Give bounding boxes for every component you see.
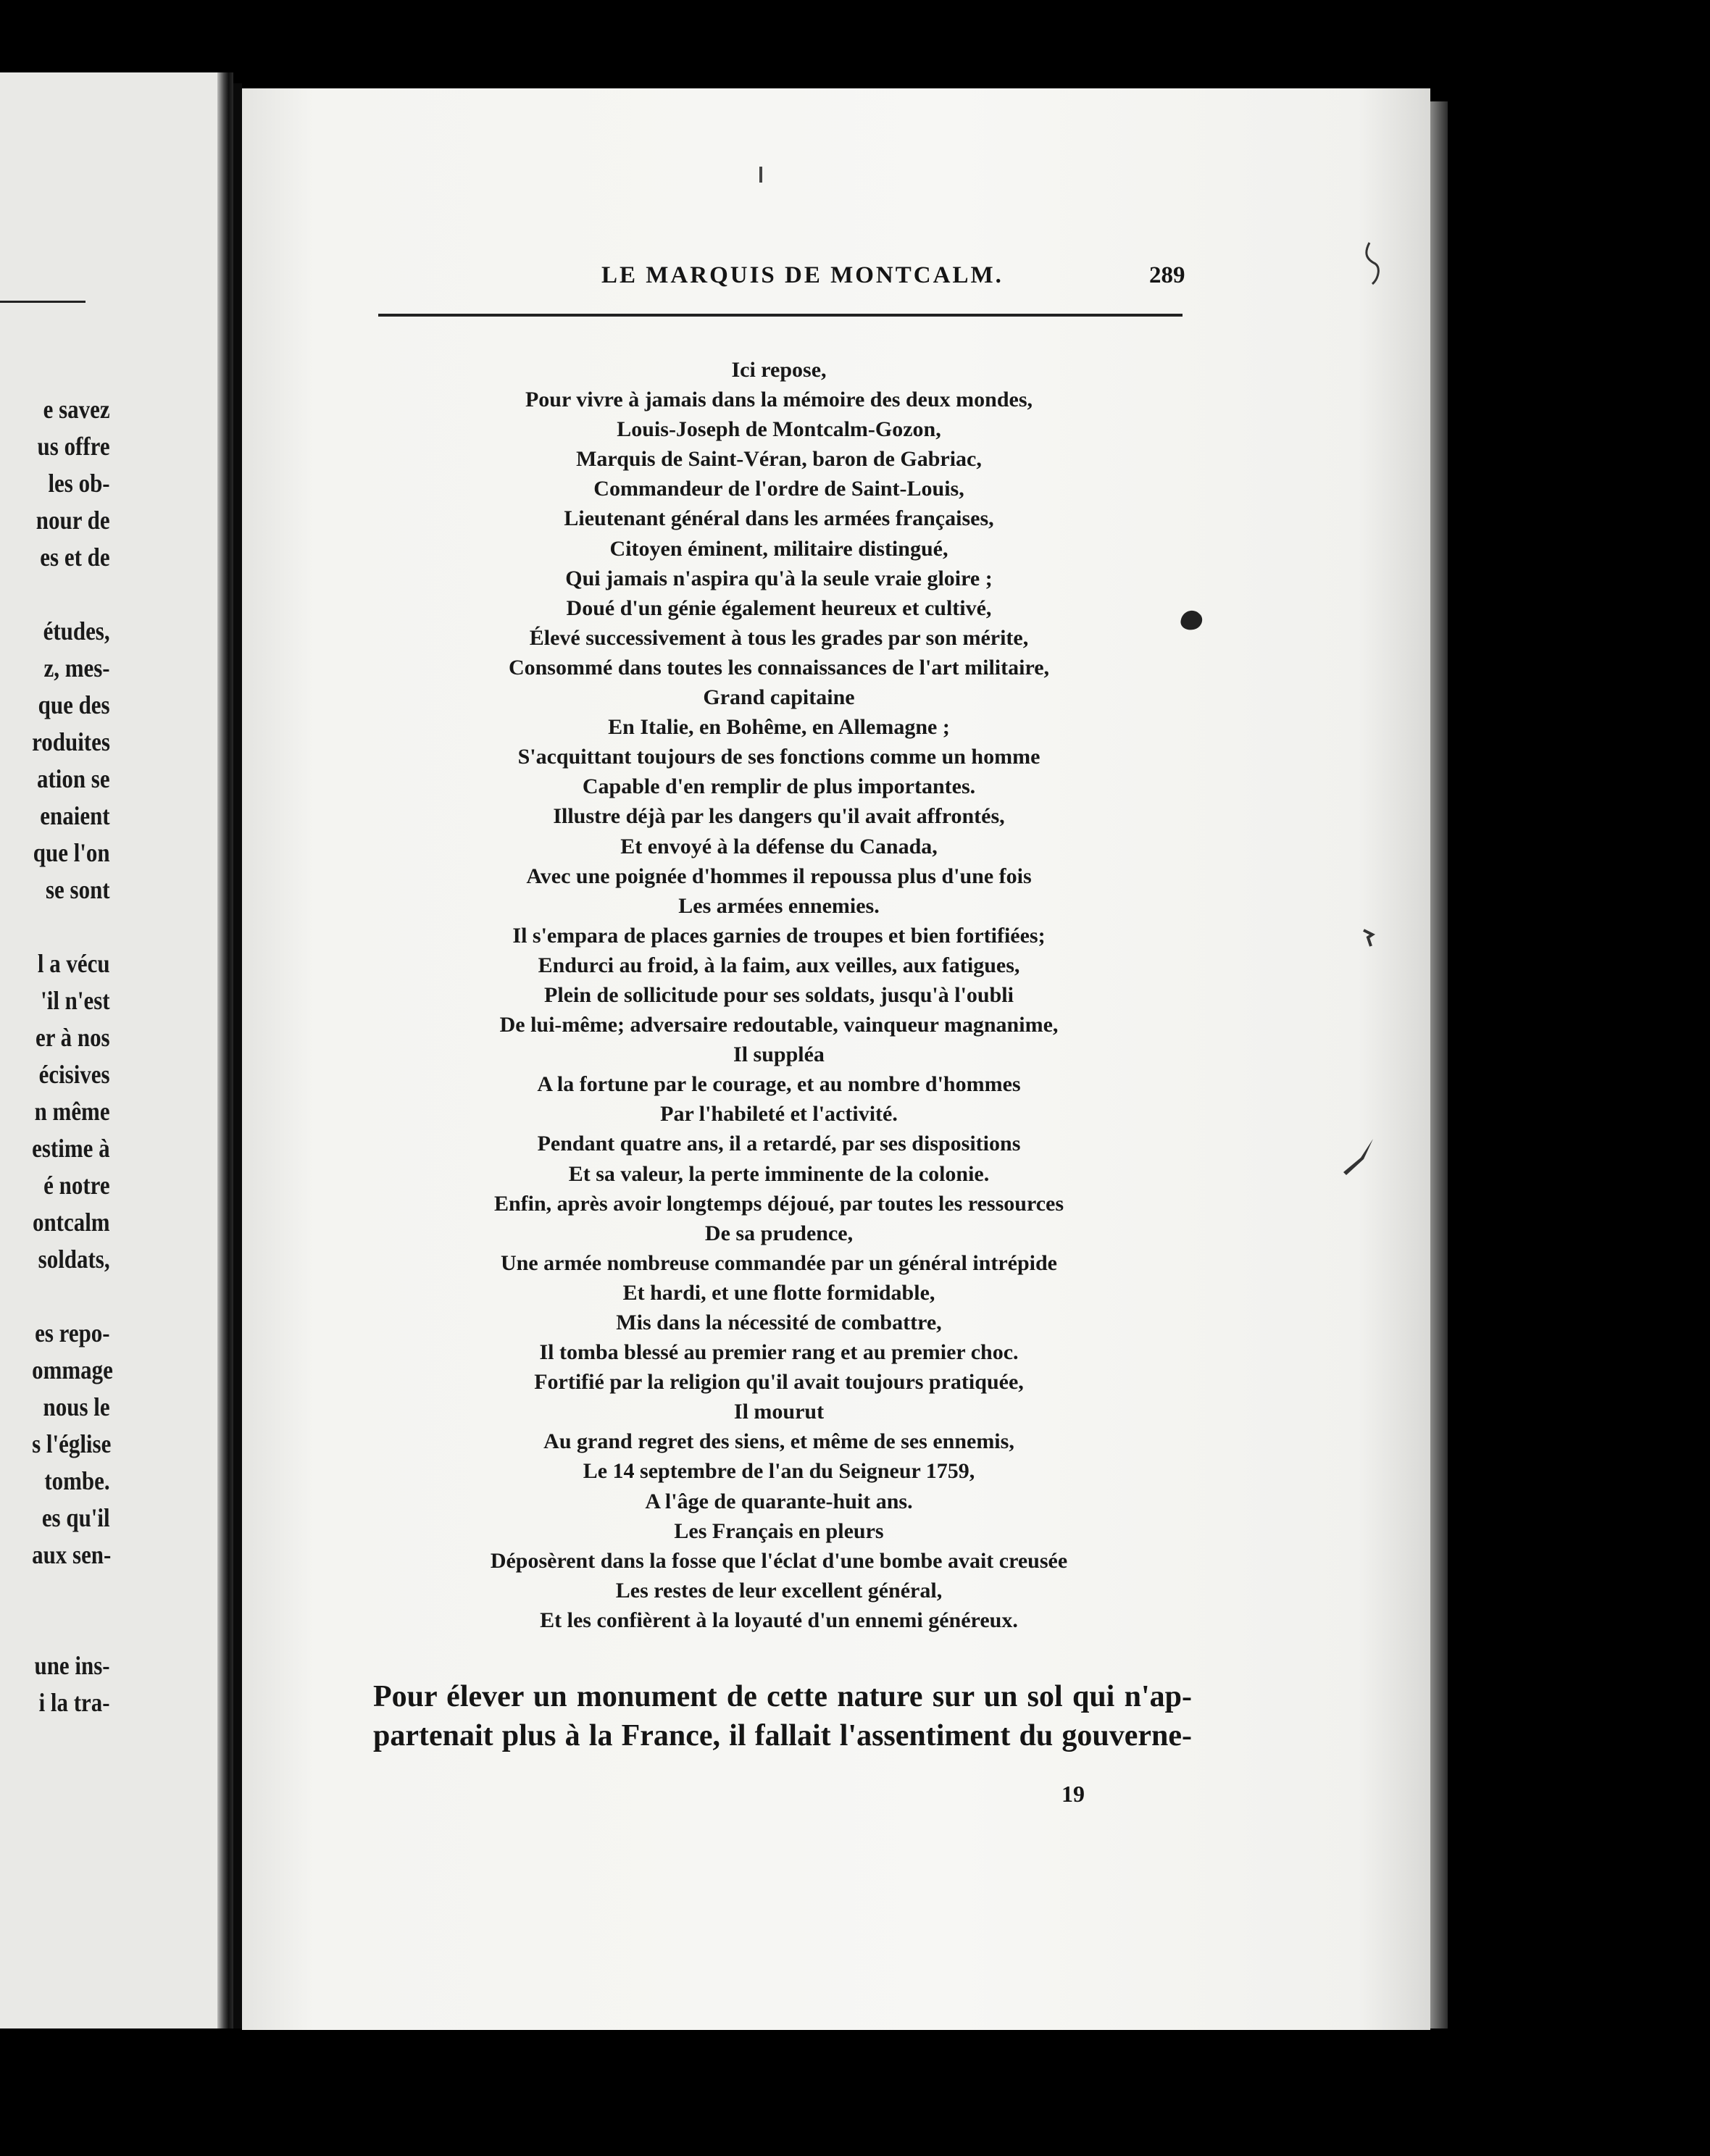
- left-text-line: se sont: [46, 875, 110, 904]
- margin-pencil-mark: [1362, 239, 1384, 290]
- epitaph-line: Capable d'en remplir de plus importantes.: [582, 774, 976, 799]
- epitaph-line: Au grand regret des siens, et même de ses ennemis,: [543, 1429, 1014, 1454]
- left-text-line: e savez: [43, 395, 110, 424]
- epitaph-line: Marquis de Saint-Véran, baron de Gabriac,: [576, 447, 982, 472]
- epitaph-line: Avec une poignée d'hommes il repoussa plus d'une fois: [526, 864, 1032, 888]
- left-text-line: tombe.: [44, 1466, 110, 1495]
- left-page-text: [0, 391, 228, 1721]
- epitaph-line: Il suppléa: [733, 1043, 825, 1067]
- left-text-line: es qu'il: [41, 1503, 110, 1532]
- paragraph-line-2: partenait plus à la France, il fallait l'assentiment du gouverne-: [373, 1719, 1192, 1752]
- epitaph-line: Grand capitaine: [703, 685, 855, 710]
- left-text-line: les ob-: [48, 469, 110, 498]
- left-text-line: 'il n'est: [41, 986, 110, 1015]
- epitaph-line: Et hardi, et une flotte formidable,: [622, 1280, 935, 1305]
- left-text-line: ontcalm: [32, 1208, 110, 1237]
- speck-mark: [757, 165, 764, 184]
- header-rule: [378, 314, 1183, 317]
- left-text-line: que l'on: [33, 838, 110, 867]
- epitaph-line: Plein de sollicitude pour ses soldats, jusqu'à l'oubli: [544, 982, 1014, 1007]
- left-text-line: l a vécu: [37, 949, 110, 978]
- epitaph-line: Consommé dans toutes les connaissances de l'art militaire,: [508, 655, 1050, 680]
- epitaph-line: Lieutenant général dans les armées françaises,: [564, 506, 994, 531]
- left-text-line: nour de: [36, 506, 110, 535]
- epitaph-line: Et les confièrent à la loyauté d'un ennemi généreux.: [540, 1608, 1018, 1632]
- left-text-line: [32, 908, 228, 945]
- epitaph-line: Fortifié par la religion qu'il avait toujours pratiquée,: [534, 1370, 1024, 1395]
- left-text-line: enaient: [40, 801, 110, 830]
- book-spine-shadow: [233, 83, 242, 2028]
- left-text-line: [32, 1278, 228, 1315]
- margin-stroke-mark: [1340, 1137, 1377, 1181]
- right-page-edge: [1430, 101, 1448, 2028]
- left-text-line: [32, 1574, 228, 1610]
- epitaph-line: S'acquittant toujours de ses fonctions comme un homme: [517, 745, 1040, 769]
- epitaph-line: Endurci au froid, à la faim, aux veilles, aux fatigues,: [538, 953, 1020, 977]
- epitaph-line: Il mourut: [733, 1400, 825, 1424]
- left-text-line: nous le: [43, 1392, 110, 1421]
- left-text-line: aux sen-: [32, 1540, 112, 1569]
- signature-mark: 19: [1062, 1781, 1085, 1807]
- left-text-line: estime à: [32, 1134, 110, 1163]
- left-text-line: ommage: [32, 1355, 113, 1384]
- epitaph-line: Il tomba blessé au premier rang et au premier choc.: [539, 1340, 1019, 1365]
- left-page-rule: [0, 301, 86, 303]
- epitaph-line: Il s'empara de places garnies de troupes et bien fortifiées;: [512, 923, 1046, 948]
- left-text-line: é notre: [43, 1171, 110, 1200]
- epitaph-line: Déposèrent dans la fosse que l'éclat d'une bombe avait creusée: [490, 1548, 1068, 1573]
- epitaph-line: Enfin, après avoir longtemps déjoué, par toutes les ressources: [493, 1191, 1064, 1216]
- book-gutter: [217, 72, 233, 2028]
- epitaph-line: Les restes de leur excellent général,: [615, 1578, 943, 1603]
- epitaph-line: Élevé successivement à tous les grades par son mérite,: [529, 625, 1029, 650]
- left-text-line: er à nos: [35, 1023, 110, 1052]
- epitaph-line: De lui-même; adversaire redoutable, vainqueur magnanime,: [499, 1013, 1059, 1037]
- left-text-line: que des: [38, 690, 110, 719]
- epitaph-line: A la fortune par le courage, et au nombre d'hommes: [537, 1072, 1021, 1097]
- left-text-line: soldats,: [38, 1245, 110, 1274]
- epitaph-line: A l'âge de quarante-huit ans.: [645, 1489, 913, 1513]
- epitaph-line: Les Français en pleurs: [674, 1518, 884, 1543]
- epitaph-line: Mis dans la nécessité de combattre,: [616, 1311, 942, 1334]
- left-text-line: s l'église: [32, 1429, 112, 1458]
- left-text-line: [32, 1610, 228, 1647]
- epitaph-line: Citoyen éminent, militaire distingué,: [609, 536, 948, 561]
- epitaph-line: Pour vivre à jamais dans la mémoire des deux mondes,: [525, 388, 1033, 412]
- epitaph-line: De sa prudence,: [704, 1221, 854, 1245]
- page-number: 289: [1149, 262, 1185, 288]
- epitaph-line: En Italie, en Bohême, en Allemagne ;: [608, 715, 950, 740]
- epitaph-line: Doué d'un génie également heureux et cultivé,: [566, 596, 992, 620]
- epitaph-line: Illustre déjà par les dangers qu'il avait affrontés,: [553, 804, 1005, 829]
- left-text-line: roduites: [32, 727, 110, 756]
- left-text-line: [32, 576, 228, 613]
- epitaph-line: Le 14 septembre de l'an du Seigneur 1759,: [583, 1459, 975, 1484]
- ink-blot-mark: [1177, 605, 1206, 634]
- left-text-line: es repo-: [35, 1319, 110, 1348]
- epitaph-line: Les armées ennemies.: [678, 893, 880, 918]
- epitaph-block: [362, 355, 1196, 1635]
- left-text-line: n même: [34, 1097, 110, 1126]
- left-text-line: i la tra-: [38, 1688, 110, 1717]
- left-text-line: écisives: [38, 1060, 110, 1089]
- margin-tick-mark: [1361, 927, 1375, 949]
- epitaph-line: Qui jamais n'aspira qu'à la seule vraie gloire ;: [565, 566, 993, 590]
- epitaph-line: Par l'habileté et l'activité.: [660, 1102, 898, 1127]
- epitaph-line: Et sa valeur, la perte imminente de la colonie.: [568, 1161, 990, 1186]
- left-page-fragment: [0, 72, 228, 2028]
- epitaph-line: Une armée nombreuse commandée par un général intrépide: [501, 1250, 1057, 1275]
- left-text-line: études,: [43, 617, 110, 645]
- left-text-line: ation se: [36, 764, 110, 793]
- paragraph-line-1: Pour élever un monument de cette nature sur un sol qui n'ap-: [373, 1680, 1192, 1713]
- left-text-line: us offre: [37, 432, 110, 461]
- epitaph-line: Et envoyé à la défense du Canada,: [620, 834, 938, 858]
- running-title: LE MARQUIS DE MONTCALM.: [601, 262, 1004, 288]
- left-text-line: z, mes-: [43, 653, 110, 682]
- left-text-line: es et de: [40, 543, 110, 572]
- epitaph-line: Ici repose,: [731, 358, 827, 382]
- left-text-line: une ins-: [34, 1651, 110, 1680]
- epitaph-line: Commandeur de l'ordre de Saint-Louis,: [593, 477, 964, 501]
- epitaph-line: Pendant quatre ans, il a retardé, par ses dispositions: [537, 1132, 1021, 1156]
- epitaph-line: Louis-Joseph de Montcalm-Gozon,: [617, 417, 941, 442]
